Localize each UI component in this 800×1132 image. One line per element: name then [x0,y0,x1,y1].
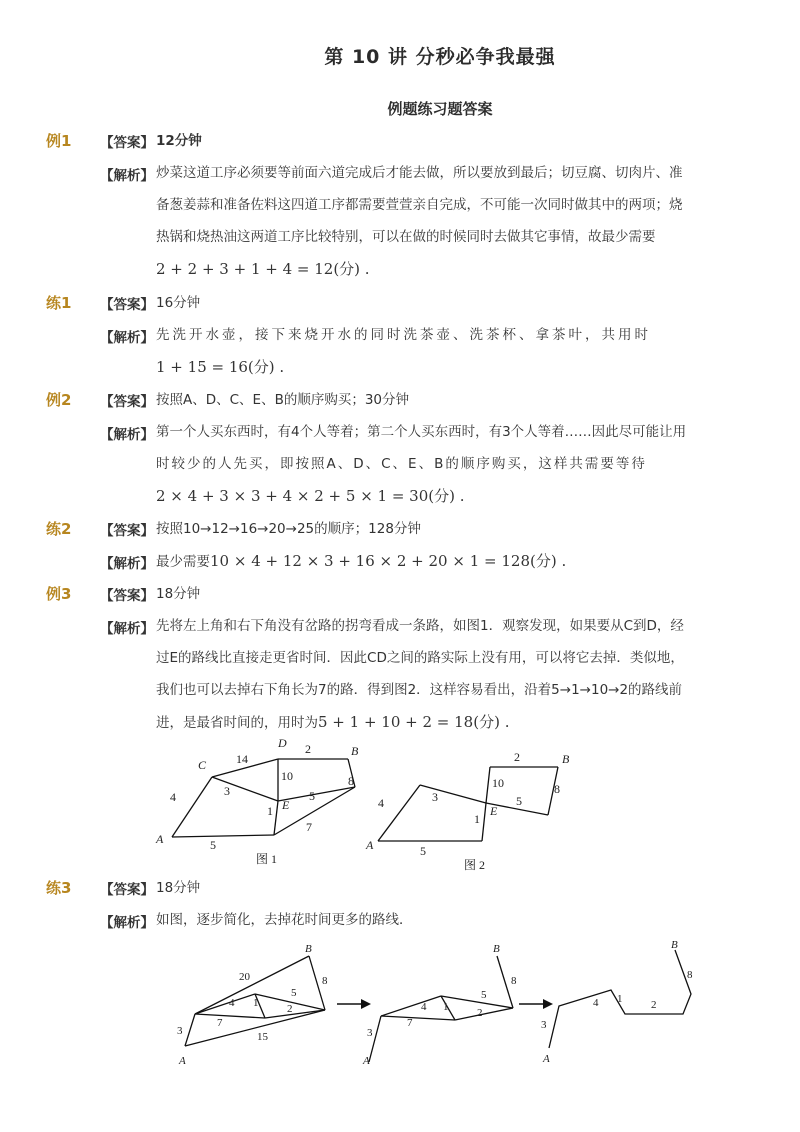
figure-2 [360,745,580,875]
fig1-edge-E1 [274,801,278,835]
fig2-edge-label: 8 [554,782,560,796]
fig3c-edge-label: 8 [687,969,693,981]
answer-text: 18分钟 [156,880,201,896]
fig3c-edge-label: 1 [617,993,623,1005]
analysis-math: 2 + 2 + 3 + 1 + 4 = 12(分) . [156,260,370,278]
fig1-point-A: A [156,832,164,846]
fig1-edge-label: 4 [170,790,176,804]
answer-text: 按照10→12→16→20→25的顺序；128分钟 [156,521,421,537]
fig3c-point-B: B [671,939,678,951]
fig2-edge-label: 2 [514,750,520,764]
fig1-edge-label: 8 [348,774,354,788]
fig2-edge-label: 1 [474,812,480,826]
fig3b-edge-label: 2 [477,1007,483,1019]
answer-tag: 【答案】 [100,135,154,151]
answer-tag: 【答案】 [100,882,154,898]
analysis-math: 2 × 4 + 3 × 3 + 4 × 2 + 5 × 1 = 30(分) . [156,487,465,505]
fig1-edge-label: 14 [236,752,248,766]
fig2-point-B: B [562,752,570,766]
analysis-line: 热锅和烧热油这两道工序比较特别，可以在做的时候同时去做其它事情，故最少需要 [156,229,656,245]
analysis-text [156,610,716,739]
fig1-point-E: E [282,798,290,812]
analysis-tag: 【解析】 [100,556,154,572]
answer-text: 按照A、D、C、E、B的顺序购买；30分钟 [156,392,410,408]
entry-label: 练1 [46,294,72,312]
entry-label: 例2 [46,391,72,409]
fig3c-edge-label: 3 [541,1019,547,1031]
fig2-edge-label: 5 [420,844,426,858]
fig1-point-B: B [351,744,359,758]
fig2-edge-label: 5 [516,794,522,808]
answer-tag: 【答案】 [100,523,154,539]
analysis-line: 炒菜这道工序必须要等前面六道完成后才能去做，所以要放到最后；切豆腐、切肉片、准 [156,165,683,181]
fig1-edge-CE [212,777,278,801]
fig3a-point-A: A [179,1055,186,1067]
fig1-edge-label: 1 [267,804,273,818]
fig3a-point-B: B [305,943,312,955]
fig1-edge-label: 5 [309,789,315,803]
fig3a-edge-label: 5 [291,987,297,999]
arrow-right-icon [337,999,371,1009]
fig3a-edge [185,1010,325,1046]
analysis-line: 第一个人买东西时，有4个人等着；第二个人买东西时，有3个人等着……因此尽可能让用 [156,424,687,440]
analysis-text [156,904,716,936]
fig1-edge-A5 [172,835,274,837]
analysis-text [156,319,716,383]
fig3a-edge-label: 20 [239,971,250,983]
figure-3 [165,938,705,1068]
fig2-edge-label: 4 [378,796,384,810]
analysis-tag: 【解析】 [100,330,154,346]
fig3b-edge [381,1016,455,1020]
fig3a-edge-label: 7 [217,1017,223,1029]
fig1-edge-label: 5 [210,838,216,852]
fig1-edge-label: 7 [306,820,312,834]
fig1-edge-label: 3 [224,784,230,798]
fig3b-point-B: B [493,943,500,955]
page-subtitle: 例题练习题答案 [387,100,493,118]
analysis-prefix: 进，是最省时间的，用时为 [156,715,318,731]
analysis-line: 先洗开水壶，接下来烧开水的同时洗茶壶、洗茶杯、拿茶叶，共用时 [156,327,651,343]
analysis-tag: 【解析】 [100,168,154,184]
analysis-text [156,416,716,512]
fig3a-edge [265,1010,325,1018]
fig3a-edge-label: 4 [229,997,235,1009]
analysis-math: 1 + 15 = 16(分) . [156,358,285,376]
fig3b-edge [369,1016,381,1062]
fig2-point-E: E [490,804,498,818]
answer-tag: 【答案】 [100,394,154,410]
fig1-edge-label: 2 [305,742,311,756]
fig3b-point-A: A [363,1055,370,1067]
analysis-prefix: 最少需要 [156,554,210,570]
arrow-right-icon [519,999,553,1009]
fig3a-edge [185,1014,195,1046]
fig3c-edge-label: 4 [593,997,599,1009]
fig3a-edge-label: 8 [322,975,328,987]
fig3b-edge [455,1008,513,1020]
answer-text: 18分钟 [156,586,201,602]
fig1-edge-label: 10 [281,769,293,783]
answer-tag: 【答案】 [100,588,154,604]
analysis-line: 时较少的人先买，即按照A、D、C、E、B的顺序购买，这样共需要等待 [156,456,647,472]
analysis-tag: 【解析】 [100,621,154,637]
entry-label: 例3 [46,585,72,603]
fig3b-edge-label: 1 [443,1001,449,1013]
page-title: 第 10 讲 分秒必争我最强 [324,46,556,68]
fig3a-edge [195,994,255,1014]
analysis-line: 如图，逐步简化，去掉花时间更多的路线． [156,912,413,928]
analysis-text [156,157,716,285]
fig3b-edge-label: 8 [511,975,517,987]
fig2-point-A: A [366,838,374,852]
entry-label: 练2 [46,520,72,538]
analysis-line: 备葱姜蒜和准备佐料这四道工序都需要萱萱亲自完成，不可能一次同时做其中的两项；烧 [156,197,683,213]
fig2-edge-10 [486,767,490,803]
entry-label: 练3 [46,879,72,897]
fig1-caption: 图 1 [256,852,278,866]
fig2-edge-3 [420,785,486,803]
fig1-point-D: D [278,736,287,750]
fig3b-edge-label: 7 [407,1017,413,1029]
analysis-line: 我们也可以去掉右下角长为7的路．得到图2．这样容易看出，沿着5→1→10→2的路线前 [156,682,683,698]
fig3a-edge-label: 1 [253,997,259,1009]
analysis-math: 5 + 1 + 10 + 2 = 18(分) . [318,713,510,731]
fig2-caption: 图 2 [464,858,486,872]
fig2-edge-label: 3 [432,790,438,804]
figure-1 [150,735,370,870]
fig3b-edge-label: 3 [367,1027,373,1039]
fig1-edge-AC [172,777,212,837]
fig1-point-C: C [198,758,207,772]
fig2-edge-1 [482,803,486,841]
analysis-tag: 【解析】 [100,427,154,443]
analysis-line: 先将左上角和右下角没有岔路的拐弯看成一条路，如图1．观察发现，如果要从C到D，经 [156,618,684,634]
analysis-line: 过E的路线比直接走更省时间．因此CD之间的路实际上没有用，可以将它去掉．类似地， [156,650,684,666]
fig3a-edge-label: 2 [287,1003,293,1015]
fig3c-edge-label: 2 [651,999,657,1011]
analysis-math: 10 × 4 + 12 × 3 + 16 × 2 + 20 × 1 = 128(分) . [210,552,567,570]
fig2-edge-A4 [378,785,420,841]
fig3a-edge-label: 15 [257,1031,268,1043]
answer-tag: 【答案】 [100,297,154,313]
fig3c-point-A: A [543,1053,550,1065]
analysis-text [156,545,716,578]
answer-text: 12分钟 [156,133,202,149]
fig3a-edge [195,1014,265,1018]
fig3b-edge [381,996,441,1016]
fig2-edge-label: 10 [492,776,504,790]
fig3a-edge-label: 3 [177,1025,183,1037]
fig3b-edge-label: 5 [481,989,487,1001]
analysis-tag: 【解析】 [100,915,154,931]
fig3b-edge-label: 4 [421,1001,427,1013]
entry-label: 例1 [46,132,72,150]
analysis-line [156,545,716,578]
answer-text: 16分钟 [156,295,201,311]
